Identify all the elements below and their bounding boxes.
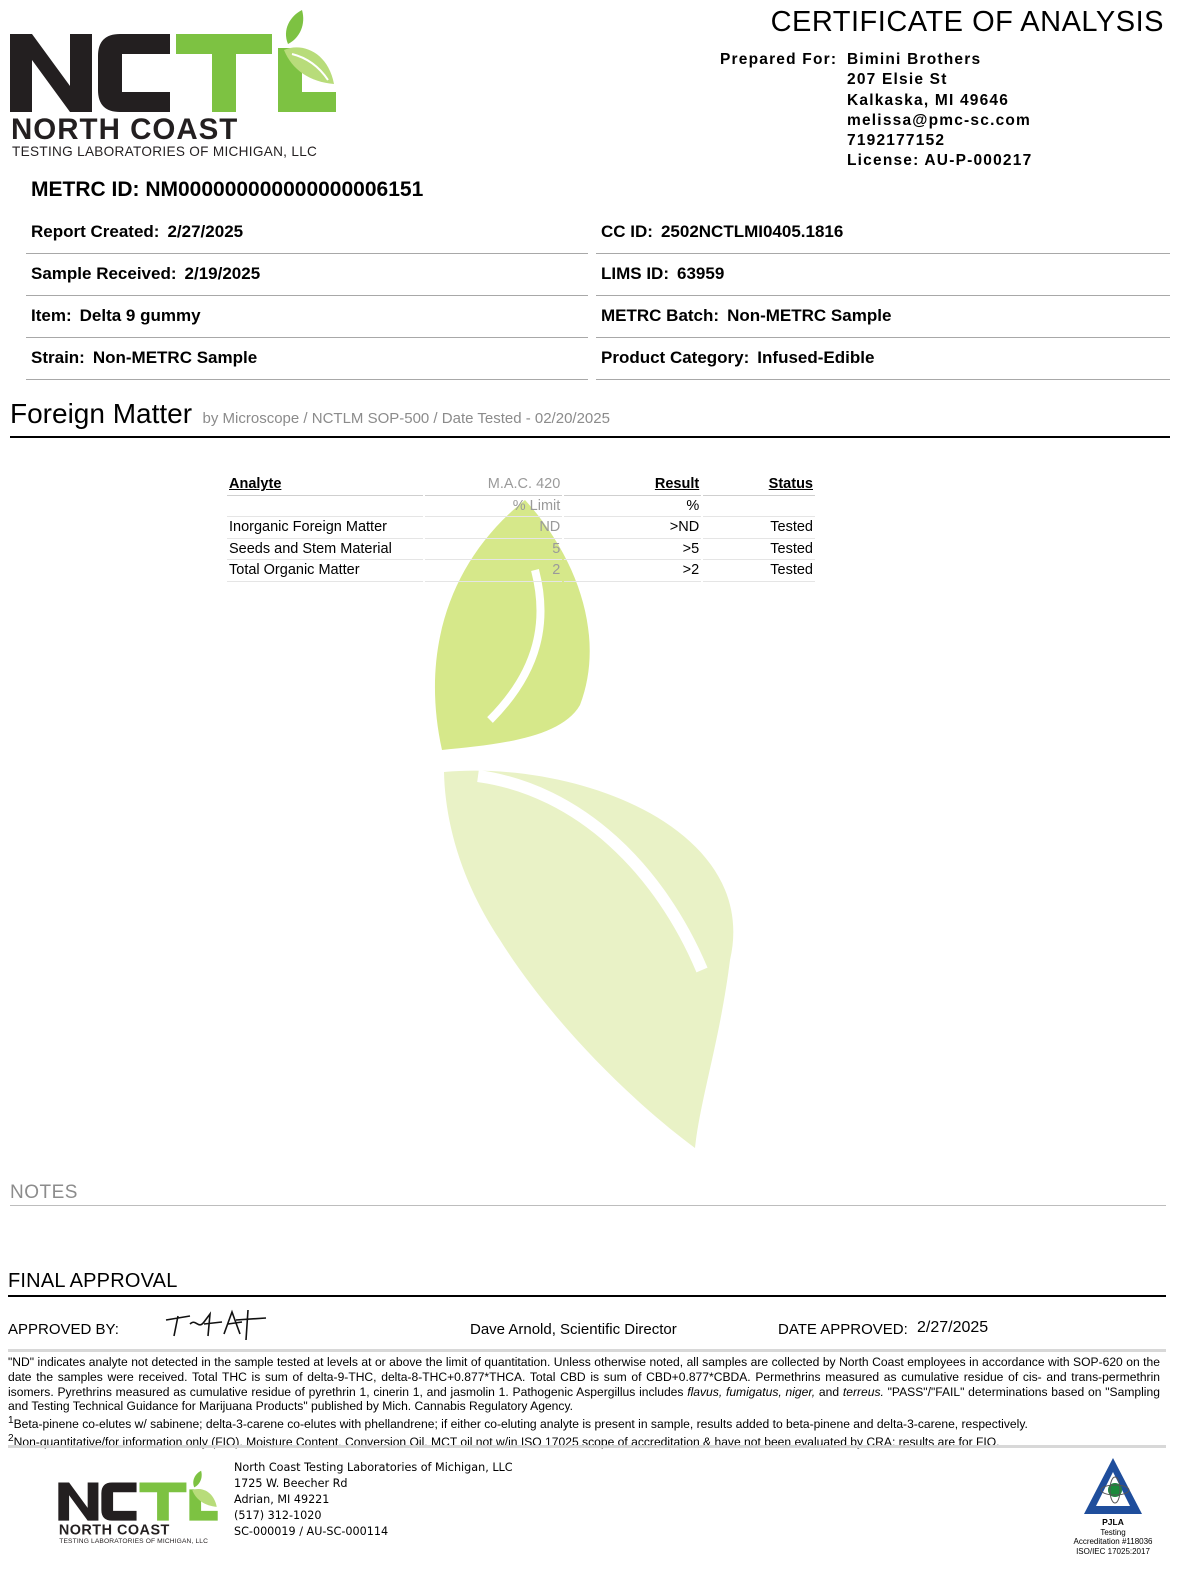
client-phone: 7192177152 [847,132,946,150]
result-cell: >5 [564,539,701,561]
analyte-cell: Seeds and Stem Material [227,539,423,561]
footer-divider [8,1445,1166,1448]
client-city: Kalkaska, MI 49646 [847,91,1010,109]
unit-mac: % Limit [425,496,562,518]
approver-name: Dave Arnold, Scientific Director [470,1321,677,1338]
client-name: Bimini Brothers [847,51,982,68]
lims-id: LIMS ID: 63959 [596,254,1170,296]
limit-cell: 2 [425,560,562,582]
cc-id: CC ID: 2502NCTLMI0405.1816 [596,212,1170,254]
approved-by-label: APPROVED BY: [8,1321,119,1338]
footer-city: Adrian, MI 49221 [234,1493,330,1506]
metrc-batch: METRC Batch: Non-METRC Sample [596,296,1170,338]
result-cell: >2 [564,560,701,582]
sample-received: Sample Received: 2/19/2025 [26,254,588,296]
status-cell: Tested [703,539,815,561]
table-row [227,539,815,561]
strain: Strain: Non-METRC Sample [26,338,588,380]
limit-cell: ND [425,517,562,539]
report-created: Report Created: 2/27/2025 [26,212,588,254]
table-row [227,517,815,539]
sample-info-grid [26,212,1170,380]
prepared-for-label: Prepared For: [720,51,838,68]
nctl-logo [10,8,340,168]
client-street: 207 Elsie St [847,71,948,89]
client-license: License: AU-P-000217 [847,152,1033,170]
disclaimer-footnote-1: $^1$Beta-pinene co-elutes w/ sabinene; delta-3-carene co-elutes with phellandrene; if either co-eluting analyte is present in sample, results added to beta-pinene and delta-3-carene, respectively. [8,1415,1028,1432]
header-result: Result [564,474,701,496]
notes-heading: NOTES [10,1182,1166,1206]
analyte-cell: Total Organic Matter [227,560,423,582]
final-approval-heading: FINAL APPROVAL [8,1270,1166,1297]
table-units-row [227,496,815,518]
signature-image [160,1306,270,1342]
status-cell: Tested [703,560,815,582]
section-foreign-matter [10,398,1170,438]
product-category: Product Category: Infused-Edible [596,338,1170,380]
foreign-matter-table [225,474,817,582]
status-cell: Tested [703,517,815,539]
header-analyte: Analyte [227,474,423,496]
svg-text:NORTH COAST: NORTH COAST [58,1522,170,1539]
pjla-icon [1082,1456,1144,1516]
table-header-row [227,474,815,496]
limit-cell: 5 [425,539,562,561]
footer-licenses: SC-000019 / AU-SC-000114 [234,1525,389,1538]
result-cell: >ND [564,517,701,539]
footer-phone: (517) 312-1020 [234,1509,322,1522]
svg-text:TESTING LABORATORIES OF MICHIG: TESTING LABORATORIES OF MICHIGAN, LLC [12,144,318,159]
footer-company: North Coast Testing Laboratories of Michigan, LLC [234,1461,513,1474]
analyte-cell: Inorganic Foreign Matter [227,517,423,539]
disclaimer-paragraph-1: "ND" indicates analyte not detected in the sample tested at levels at or above the limit of quantitation. Unless otherwise noted, all samples are collected by North Coast employees in accordance with SOP-620 on the date the samples were received. Total THC is sum of delta-9-THC, delta-8-THC+0.877*THCA. Total CBD is sum of CBD+0.877*CBDA. Permethrins measured as cumulative residue of cis- and trans-permethrin isomers. Pyrethrins measured as cumulative residue of pyrethrin 1, cinerin 1, and jasmolin 1. Pathogenic Aspergillus includes flavus, fumigatus, niger, and terreus. "PASS"/"FAIL" determinations based on "Sampling and Testing Technical Guidance for Marijuana Products" published by Mich. Cannabis Regulatory Agency. [8,1355,1160,1414]
table-row [227,560,815,582]
certificate-title: CERTIFICATE OF ANALYSIS [770,6,1164,38]
pjla-accreditation: PJLA Testing Accreditation #118036 ISO/IEC 17025:2017 [1066,1456,1160,1566]
footer-nctl-logo [58,1460,220,1548]
approval-row [8,1306,1166,1352]
client-email: melissa@pmc-sc.com [847,111,1032,129]
date-approved-label: DATE APPROVED: [778,1321,908,1338]
header-status: Status [703,474,815,496]
footer-street: 1725 W. Beecher Rd [234,1477,348,1490]
disclaimer-text [8,1355,1160,1450]
header-mac: M.A.C. 420 [425,474,562,496]
section-subtitle: by Microscope / NCTLM SOP-500 / Date Tested - 02/20/2025 [202,410,610,427]
date-approved-value: 2/27/2025 [917,1319,989,1336]
metrc-id: METRC ID: NM000000000000000006151 [31,178,424,201]
item: Item: Delta 9 gummy [26,296,588,338]
disclaimer-footnote-2: $^2$Non-quantitative/for information only (FIO). Moisture Content, Conversion Oil, MCT oil not w/in ISO 17025 scope of accreditation & have not been evaluated by CRA; results are for FIO. [8,1433,1000,1450]
section-title: Foreign Matter [10,398,193,429]
footer-address [234,1460,513,1540]
leaf-watermark [430,500,760,1160]
svg-text:NORTH COAST: NORTH COAST [11,113,239,146]
svg-text:TESTING LABORATORIES OF MICHIG: TESTING LABORATORIES OF MICHIGAN, LLC [59,1538,209,1546]
unit-result: % [564,496,701,518]
